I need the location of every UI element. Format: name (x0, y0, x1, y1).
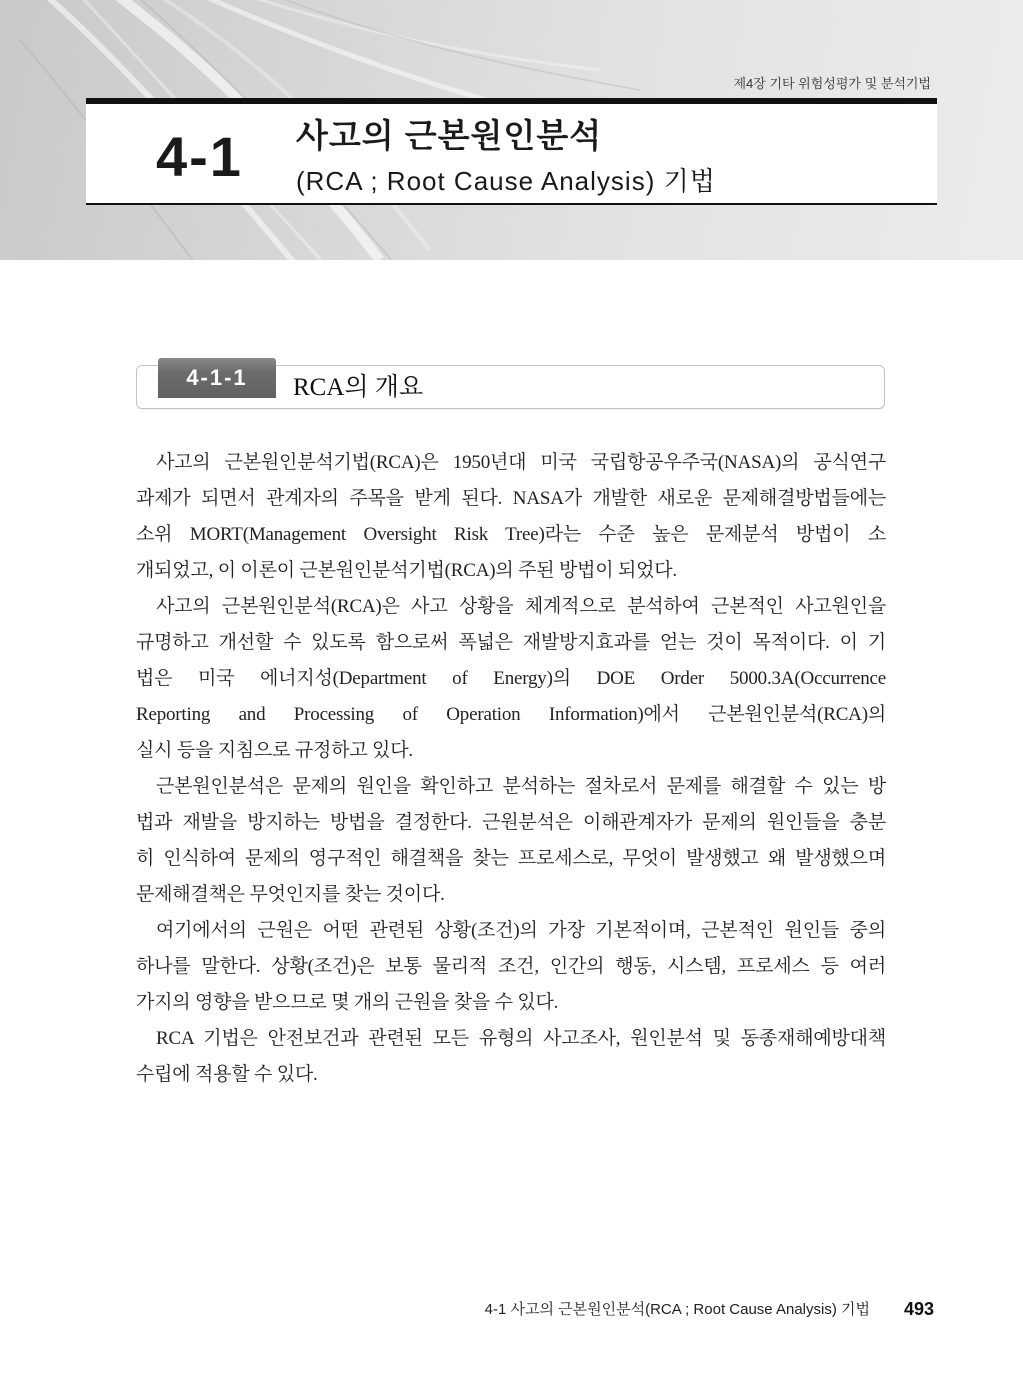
paragraph-line: 과제가 되면서 관계자의 주목을 받게 된다. NASA가 개발한 새로운 문제해결방법들에는 (136, 488, 886, 509)
section-number-tab: 4-1-1 (158, 358, 276, 398)
paragraph-line: 사고의 근본원인분석기법(RCA)은 1950년대 미국 국립항공우주국(NASA)의 공식연구 (156, 452, 886, 473)
footer-running-title: 4-1 사고의 근본원인분석(RCA ; Root Cause Analysis) 기법 (484, 1301, 870, 1318)
paragraph-line: RCA 기법은 안전보건과 관련된 모든 유형의 사고조사, 원인분석 및 동종재해예방대책 (156, 1028, 886, 1049)
paragraph-line: 규명하고 개선할 수 있도록 함으로써 폭넓은 재발방지효과를 얻는 것이 목적이다. 이 기 (136, 632, 886, 653)
paragraph-line: 문제해결책은 무엇인지를 찾는 것이다. (136, 884, 445, 905)
paragraph-line: 실시 등을 지침으로 규정하고 있다. (136, 740, 413, 761)
paragraph-line: Reporting and Processing of Operation Information)에서 근본원인분석(RCA)의 (136, 704, 886, 725)
chapter-subtitle: (RCA ; Root Cause Analysis) 기법 (296, 166, 716, 196)
paragraph-line: 법은 미국 에너지성(Department of Energy)의 DOE Order 5000.3A(Occurrence (136, 668, 886, 689)
paragraph (136, 769, 886, 913)
chapter-title: 사고의 근본원인분석 (296, 117, 603, 154)
section-title: RCA의 개요 (293, 374, 424, 401)
paragraph (136, 913, 886, 1021)
paragraph-line: 근본원인분석은 문제의 원인을 확인하고 분석하는 절차로서 문제를 해결할 수 있는 방 (156, 776, 886, 797)
chapter-number: 4-1 (156, 125, 243, 188)
body-text (136, 445, 886, 1093)
paragraph (136, 445, 886, 589)
paragraph-line: 히 인식하여 문제의 영구적인 해결책을 찾는 프로세스로, 무엇이 발생했고 왜 발생했으며 (136, 848, 886, 869)
paragraph-line: 하나를 말한다. 상황(조건)은 보통 물리적 조건, 인간의 행동, 시스템, 프로세스 등 여러 (136, 956, 886, 977)
paragraph-line: 가지의 영향을 받으므로 몇 개의 근원을 찾을 수 있다. (136, 992, 559, 1013)
page-number: 493 (904, 1299, 935, 1319)
paragraph-line: 소위 MORT(Management Oversight Risk Tree)라는 수준 높은 문제분석 방법이 소 (136, 524, 886, 545)
chapter-title-box (86, 98, 937, 205)
paragraph (136, 1021, 886, 1093)
paragraph-line: 수립에 적용할 수 있다. (136, 1064, 318, 1085)
running-header: 제4장 기타 위험성평가 및 분석기법 (733, 76, 931, 91)
paragraph-line: 법과 재발을 방지하는 방법을 결정한다. 근원분석은 이해관계자가 문제의 원인들을 충분 (136, 812, 886, 833)
paragraph-line: 개되었고, 이 이론이 근본원인분석기법(RCA)의 주된 방법이 되었다. (136, 560, 677, 581)
paragraph (136, 589, 886, 769)
paragraph-line: 여기에서의 근원은 어떤 관련된 상황(조건)의 가장 기본적이며, 근본적인 원인들 중의 (156, 920, 886, 941)
paragraph-line: 사고의 근본원인분석(RCA)은 사고 상황을 체계적으로 분석하여 근본적인 사고원인을 (156, 596, 886, 617)
